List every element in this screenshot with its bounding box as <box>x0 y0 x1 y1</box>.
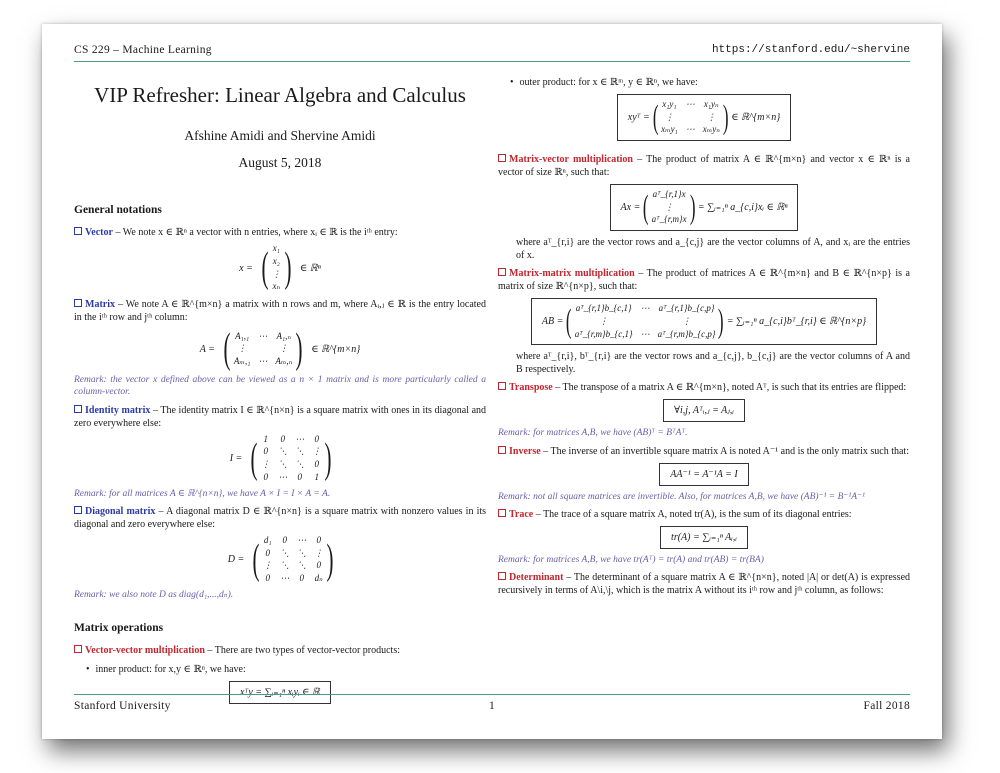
date: August 5, 2018 <box>238 154 322 170</box>
remark-identity: Remark: for all matrices A ∈ ℝ^{n×n}, we have A × I = I × A = A. <box>74 488 331 499</box>
page-header <box>74 44 910 62</box>
remark-column-vector: Remark: the vector x defined above can be viewed as a n × 1 matrix and is more particularly called a column-vector. <box>74 375 486 398</box>
left-column <box>74 72 486 709</box>
right-column <box>498 72 910 597</box>
identity-equation: I = ( 1 0 ⋯ 0 0 ⋱ ⋱ ⋮ ⋮ ⋱ ⋱ 0 0 ⋯ 0 1 ) <box>229 433 332 482</box>
determinant-definition: Determinant – The determinant of a square matrix A ∈ ℝ^{n×n}, noted |A| or det(A) is expressed recursively in terms of A\i,\j, which is the matrix A without its iᵗʰ row and jᵗʰ column, as follows: <box>498 572 911 597</box>
transpose-definition: Transpose – The transpose of a matrix A ∈ ℝ^{m×n}, noted Aᵀ, is such that its entries are flipped: <box>498 381 910 394</box>
remark-transpose: Remark: for matrices A,B, we have (AB)ᵀ = BᵀAᵀ. <box>498 428 688 439</box>
authors: Afshine Amidi and Shervine Amidi <box>184 128 376 144</box>
matvec-equation: Ax = ( aᵀ_{r,1}x ⋮ aᵀ_{r,m}x ) = ∑ᵢ₌₁ⁿ a_{c,i}xᵢ ∈ ℝⁿ <box>498 184 910 231</box>
outer-product-item: • outer product: for x ∈ ℝᵐ, y ∈ ℝⁿ, we have: <box>510 76 910 89</box>
section-general-notations: General notations <box>74 204 162 217</box>
page-title: VIP Refresher: Linear Algebra and Calculus <box>94 83 466 107</box>
page-number: 1 <box>488 700 496 712</box>
identity-definition: Identity matrix – The identity matrix I ∈ ℝ^{n×n} is a square matrix with ones in its diagonal and zero everywhere else: <box>74 404 487 429</box>
trace-definition: Trace – The trace of a square matrix A, noted tr(A), is the sum of its diagonal entries: <box>498 508 910 521</box>
matmat-equation: AB = ( aᵀ_{r,1}b_{c,1} ⋯ aᵀ_{r,1}b_{c,p} ⋮ ⋮ aᵀ_{r,m}b_{c,1} ⋯ aᵀ_{r,m}b_{c,p} ) = ∑ᵢ₌₁ⁿ a_{c,i}bᵀ_{r,i} ∈ ℝ^{n×p} <box>498 298 910 345</box>
matmat-where: where aᵀ_{r,i}, bᵀ_{r,i} are the vector rows and a_{c,j}, b_{c,j} are the vector columns of A and B respectively. <box>516 351 910 376</box>
matrix-equation: A = ( A₁,₁ ⋯ A₁,ₙ ⋮ ⋮ Aₘ,₁ ⋯ Aₘ,ₙ ) ∈ ℝ^{m×n} <box>199 326 361 373</box>
vector-equation: x = ( x₁ x₂ ⋮ xₙ ) ∈ ℝⁿ <box>239 243 321 292</box>
vector-definition: Vector – We note x ∈ ℝⁿ a vector with n entries, where xᵢ ∈ ℝ is the iᵗʰ entry: <box>74 226 486 239</box>
transpose-equation: ∀i,j, Aᵀᵢ,ⱼ = Aⱼ,ᵢ <box>498 399 910 422</box>
document-page <box>42 24 942 739</box>
footer-rule <box>74 694 910 695</box>
trace-equation: tr(A) = ∑ᵢ₌₁ⁿ Aᵢ,ᵢ <box>498 526 910 549</box>
header-url[interactable]: https://stanford.edu/~shervine <box>711 44 910 56</box>
matvec-where: where aᵀ_{r,i} are the vector rows and a_{c,j} are the vector columns of A, and xᵢ are the entries of x. <box>516 237 910 262</box>
remark-trace: Remark: for matrices A,B, we have tr(Aᵀ) = tr(A) and tr(AB) = tr(BA) <box>498 554 764 565</box>
diagonal-definition: Diagonal matrix – A diagonal matrix D ∈ ℝ^{n×n} is a square matrix with nonzero values in its diagonal and zero everywhere else: <box>74 505 487 530</box>
diagonal-equation: D = ( d₁ 0 ⋯ 0 0 ⋱ ⋱ ⋮ ⋮ ⋱ ⋱ 0 0 ⋯ 0 dₙ ) <box>227 534 334 583</box>
section-matrix-operations: Matrix operations <box>74 621 164 634</box>
header-course: CS 229 – Machine Learning <box>74 44 212 56</box>
inverse-equation: AA⁻¹ = A⁻¹A = I <box>498 463 910 486</box>
matvec-definition: Matrix-vector multiplication – The product of matrix A ∈ ℝ^{m×n} and vector x ∈ ℝⁿ is a vector of size ℝⁿ, such that: <box>498 154 910 179</box>
outer-product-equation: xyᵀ = ( x₁y₁ ⋯ x₁yₙ ⋮ ⋮ xₘy₁ ⋯ xₘyₙ ) ∈ ℝ^{m×n} <box>498 94 910 141</box>
inverse-definition: Inverse – The inverse of an invertible square matrix A is noted A⁻¹ and is the only matrix such that: <box>498 445 910 458</box>
header-rule <box>74 61 910 62</box>
footer-university: Stanford University <box>74 700 171 712</box>
remark-inverse: Remark: not all square matrices are invertible. Also, for matrices A,B, we have (AB)⁻¹ = B⁻¹A⁻¹ <box>498 491 865 502</box>
vecvec-definition: Vector-vector multiplication – There are two types of vector-vector products: <box>74 644 486 657</box>
remark-diag: Remark: we also note D as diag(d₁,...,dₙ). <box>74 589 234 600</box>
inner-product-item: • inner product: for x,y ∈ ℝⁿ, we have: <box>86 663 486 676</box>
matrix-definition: Matrix – We note A ∈ ℝ^{m×n} a matrix with n rows and m, where Aᵢ,ⱼ ∈ ℝ is the entry located in the iᵗʰ row and jᵗʰ column: <box>74 299 486 324</box>
footer-term: Fall 2018 <box>863 700 910 712</box>
inner-product-equation: xᵀy = ∑ᵢ₌₁ⁿ xᵢyᵢ ∈ ℝ <box>74 681 486 704</box>
matmat-definition: Matrix-matrix multiplication – The product of matrices A ∈ ℝ^{m×n} and B ∈ ℝ^{n×p} is a matrix of size ℝ^{n×p}, such that: <box>498 268 910 293</box>
